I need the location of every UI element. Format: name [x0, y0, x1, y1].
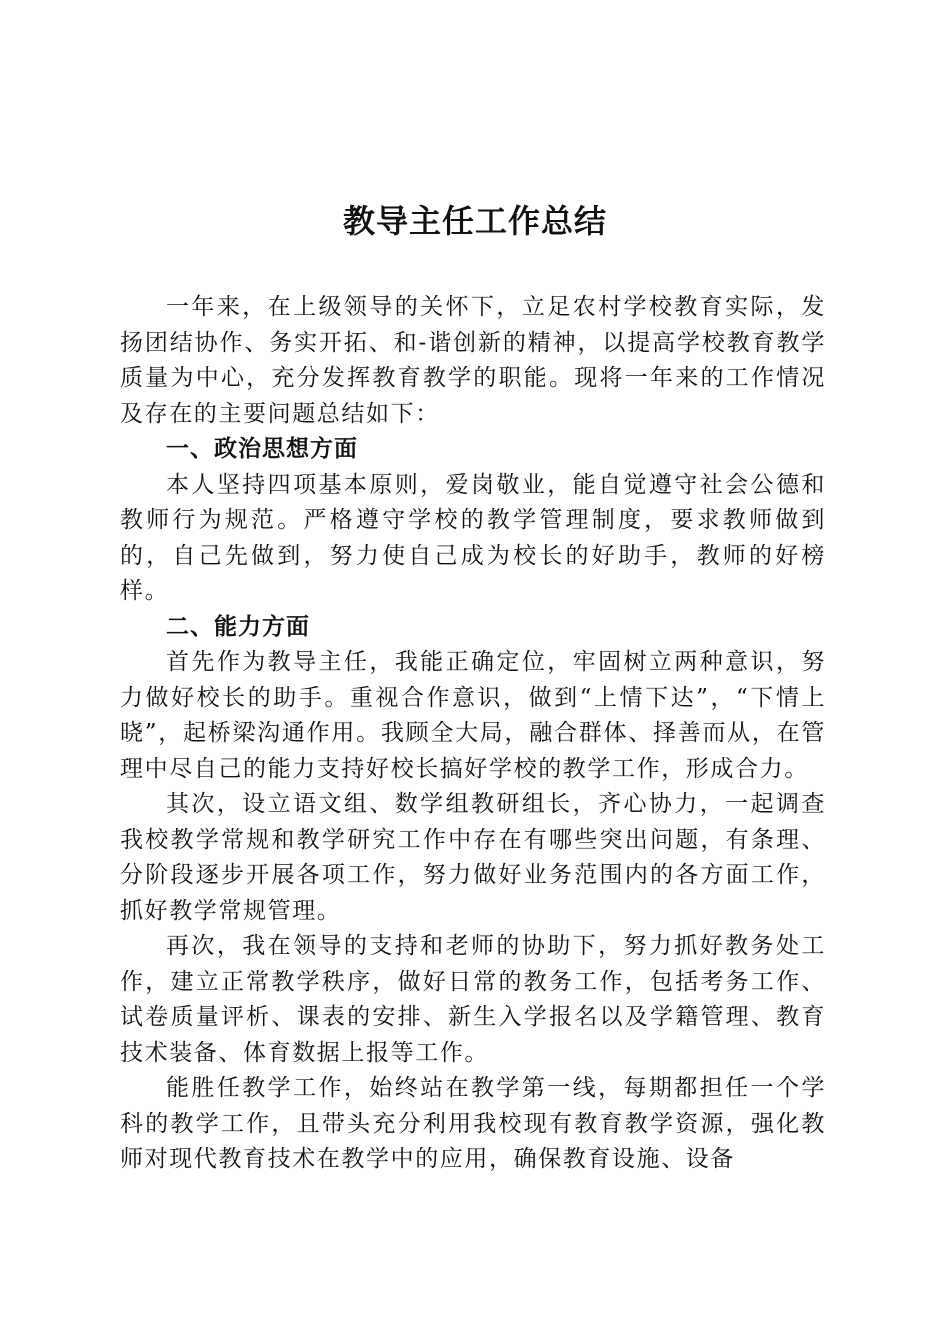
ability-paragraph-second: 其次，设立语文组、数学组教研组长，齐心协力，一起调查我校教学常规和教学研究工作中存在有哪些突出问题，有条理、分阶段逐步开展各项工作，努力做好业务范围内的各方面工作，抓好教学常规管理。 — [120, 791, 826, 924]
ability-paragraph-third: 再次，我在领导的支持和老师的协助下，努力抓好教务处工作，建立正常教学秩序，做好日常的教务工作，包括考务工作、试卷质量评析、课表的安排、新生入学报名以及学籍管理、教育技术装备、体育数据上报等工作。 — [120, 933, 826, 1066]
intro-paragraph: 一年来，在上级领导的关怀下，立足农村学校教育实际，发扬团结协作、务实开拓、和-谐创新的精神，以提高学校教育教学质量为中心，充分发挥教育教学的职能。现将一年来的工作情况及存在的主要问题总结如下： — [120, 294, 826, 427]
ability-paragraph-fourth: 能胜任教学工作，始终站在教学第一线，每期都担任一个学科的教学工作，且带头充分利用我校现有教育教学资源，强化教师对现代教育技术在教学中的应用，确保教育设施、设备 — [120, 1075, 826, 1172]
document-title: 教导主任工作总结 — [342, 202, 607, 240]
ability-paragraph-first: 首先作为教导主任，我能正确定位，牢固树立两种意识，努力做好校长的助手。重视合作意识，做到“上情下达”，“下情上晓”，起桥梁沟通作用。我顾全大局，融合群体、择善而从，在管理中尽自己的能力支持好校长搞好学校的教学工作，形成合力。 — [120, 649, 826, 782]
section-heading-political: 一、政治思想方面 — [166, 436, 358, 462]
document-body — [120, 290, 826, 1178]
section-paragraph-political: 本人坚持四项基本原则，爱岗敬业，能自觉遵守社会公德和教师行为规范。严格遵守学校的教学管理制度，要求教师做到的，自己先做到，努力使自己成为校长的好助手，教师的好榜样。 — [120, 471, 826, 604]
section-heading-ability: 二、能力方面 — [166, 613, 310, 640]
